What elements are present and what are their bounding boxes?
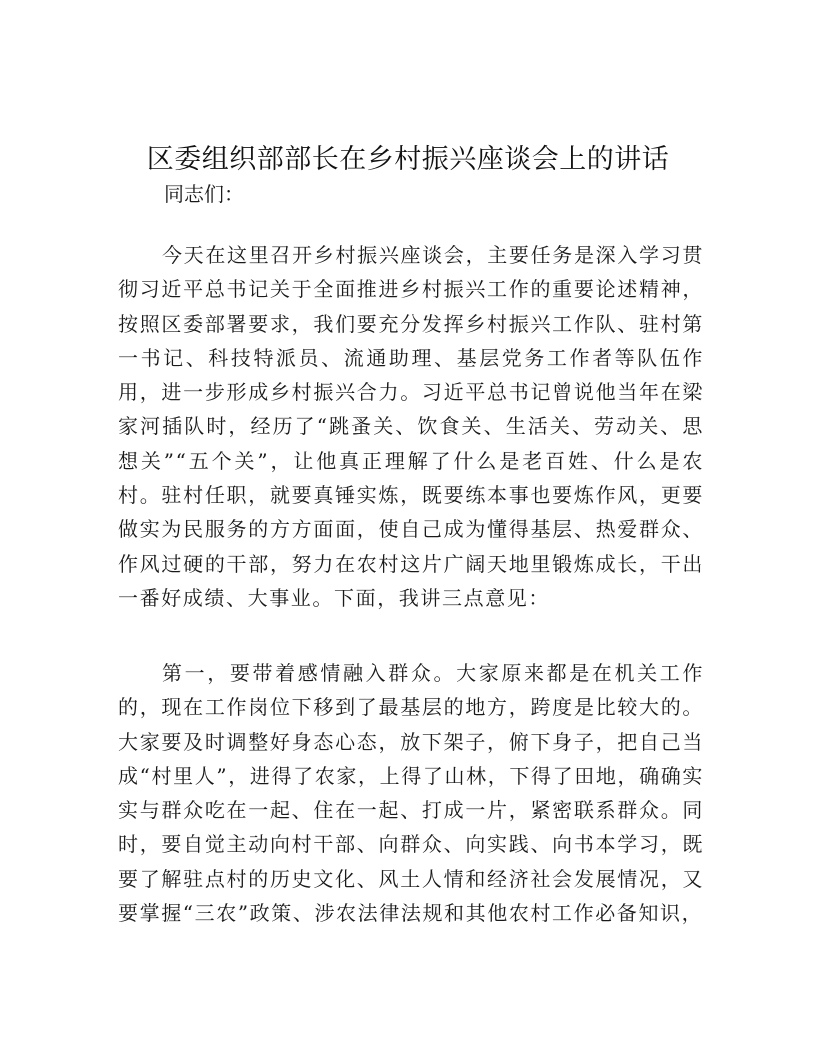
- paragraph-intro: 今天在这里召开乡村振兴座谈会，主要任务是深入学习贯彻习近平总书记关于全面推进乡村振兴工作的重要论述精神，按照区委部署要求，我们要充分发挥乡村振兴工作队、驻村第一书记、科技特派员、流通助理、基层党务工作者等队伍作用，进一步形成乡村振兴合力。习近平总书记曾说他当年在梁家河插队时，经历了“跳蚤关、饮食关、生活关、劳动关、思想关”“五个关”，让他真正理解了什么是老百姓、什么是农村。驻村任职，就要真锤实炼，既要练本事也要炼作风，更要做实为民服务的方方面面，使自己成为懂得基层、热爱群众、作风过硬的干部，努力在农村这片广阔天地里锻炼成长，干出一番好成绩、大事业。下面，我讲三点意见：: [118, 243, 704, 610]
- paragraph-point-one: 第一，要带着感情融入群众。大家原来都是在机关工作的，现在工作岗位下移到了最基层的地方，跨度是比较大的。大家要及时调整好身态心态，放下架子，俯下身子，把自己当成“村里人”，进得了农家，上得了山林，下得了田地，确确实实与群众吃在一起、住在一起、打成一片，紧密联系群众。同时，要自觉主动向村干部、向群众、向实践、向书本学习，既要了解驻点村的历史文化、风土人情和经济社会发展情况，又要掌握“三农”政策、涉农法律法规和其他农村工作必备知识，: [118, 661, 704, 926]
- document-title: 区委组织部部长在乡村振兴座谈会上的讲话: [146, 144, 670, 175]
- salutation: 同志们：: [164, 182, 244, 206]
